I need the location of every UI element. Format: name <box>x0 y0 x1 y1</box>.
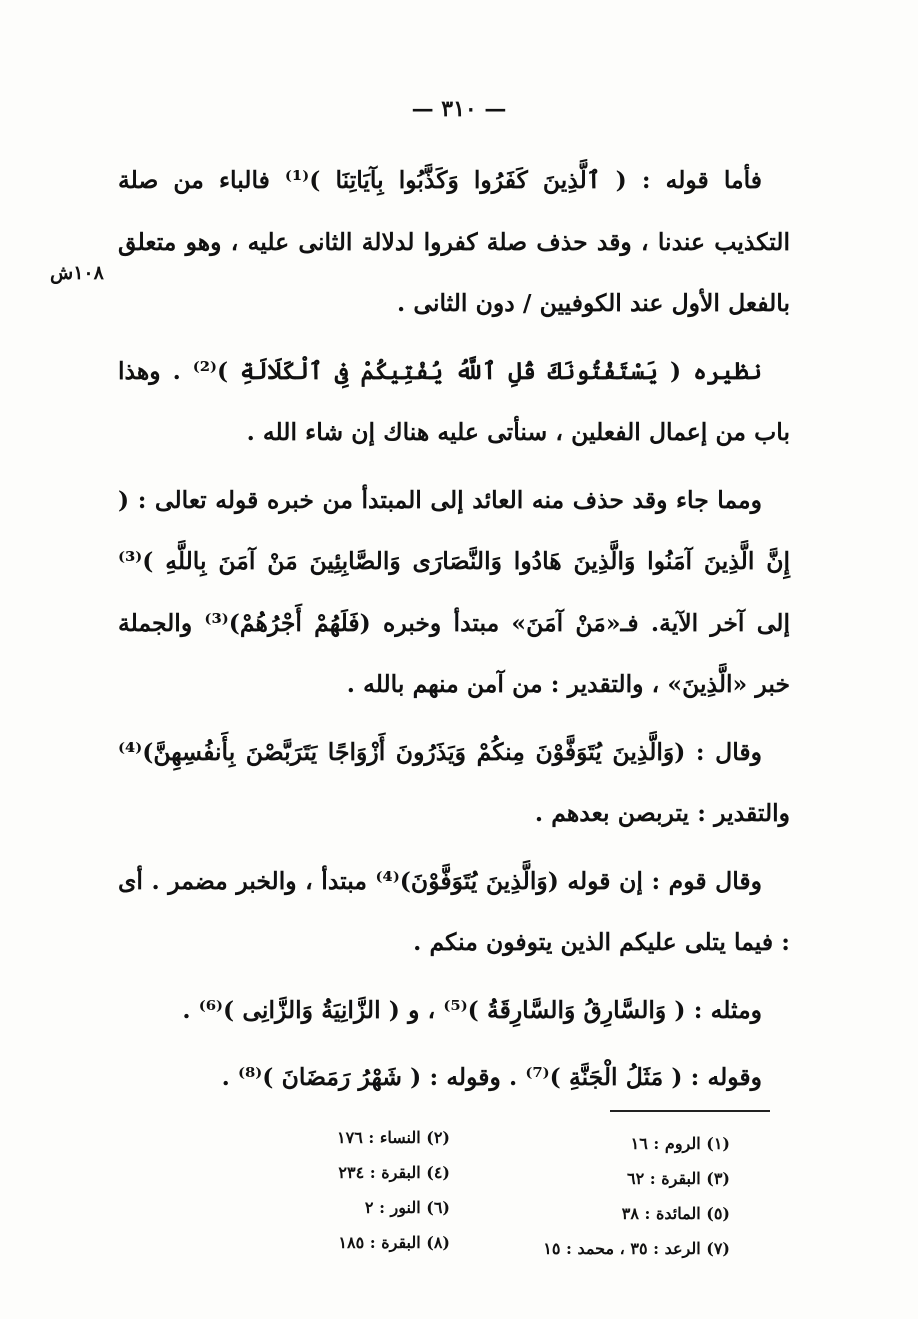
footnote: (٥) المائدة : ٣٨ <box>621 1204 730 1223</box>
paragraph: وقال قوم : إن قوله (وَالَّذِينَ يُتَوَفَّوْنَ)⁽⁴⁾ مبتدأ ، والخبر مضمر . أى : فيما يتلى عليكم الذين يتوفون منكم . <box>118 866 790 956</box>
footnote: (٤) البقرة : ٢٣٤ <box>338 1163 450 1182</box>
paragraph: وقال : (وَالَّذِينَ يُتَوَفَّوْنَ مِنكُمْ وَيَذَرُونَ أَزْوَاجًا يَتَرَبَّصْنَ بِأَنفُسِهِنَّ)⁽⁴⁾ والتقدير : يتربصن بعدهم . <box>118 737 790 827</box>
footnotes-right-column <box>530 1126 730 1266</box>
footnote: (٦) النور : ٢ <box>364 1198 450 1217</box>
footnote: (٨) البقرة : ١٨٥ <box>338 1233 450 1252</box>
body-text <box>118 150 790 1115</box>
page-number: — ٣١٠ — <box>411 96 507 122</box>
paragraph: ومثله : ( وَالسَّارِقُ وَالسَّارِقَةُ )⁽⁵⁾ ، و ( الزَّانِيَةُ وَالزَّانِى )⁽⁶⁾ . <box>182 995 762 1024</box>
paragraph: فأما قوله : ( ٱلَّذِينَ كَفَرُوا وَكَذَّبُوا بِآيَاتِنَا )⁽¹⁾ فالباء من صلة التكذيب عندنا ، وقد حذف صلة كفروا لدلالة الثانى عليه ، وهو متعلق بالفعل الأول عند الكوفيين / دون الثانى . <box>118 166 790 317</box>
footnote: (٢) النساء : ١٧٦ <box>337 1128 450 1147</box>
footnotes-left-column <box>250 1126 450 1260</box>
paragraph: نظيره ( يَسْتَفْتُونَكَ قُلِ ٱللَّهُ يُفْتِيكُمْ فِى ٱلْكَلَالَةِ )⁽²⁾ . وهذا باب من إعمال الفعلين ، سنأتى عليه هناك إن شاء الله . <box>118 356 790 446</box>
paragraph: ومما جاء وقد حذف منه العائد إلى المبتدأ من خبره قوله تعالى : ( إِنَّ الَّذِينَ آمَنُوا وَالَّذِينَ هَادُوا وَالنَّصَارَى وَالصَّابِئِينَ مَنْ آمَنَ بِاللَّهِ )⁽³⁾ إلى آخر الآية. فـ«مَنْ آمَنَ» مبتدأ وخبره (فَلَهُمْ أَجْرُهُمْ)⁽³⁾ والجملة خبر «الَّذِينَ» ، والتقدير : من آمن منهم بالله . <box>118 485 790 698</box>
paragraph: وقوله : ( مَثَلُ الْجَنَّةِ )⁽⁷⁾ . وقوله : ( شَهْرُ رَمَضَانَ )⁽⁸⁾ . <box>221 1063 762 1091</box>
footnote-divider <box>610 1110 770 1112</box>
footnote: (٣) البقرة : ٦٢ <box>627 1169 730 1188</box>
margin-note: ١٠٨ش <box>50 262 104 284</box>
footnote: (١) الروم : ١٦ <box>630 1134 730 1153</box>
footnote: (٧) الرعد : ٣٥ ، محمد : ١٥ <box>543 1239 730 1258</box>
